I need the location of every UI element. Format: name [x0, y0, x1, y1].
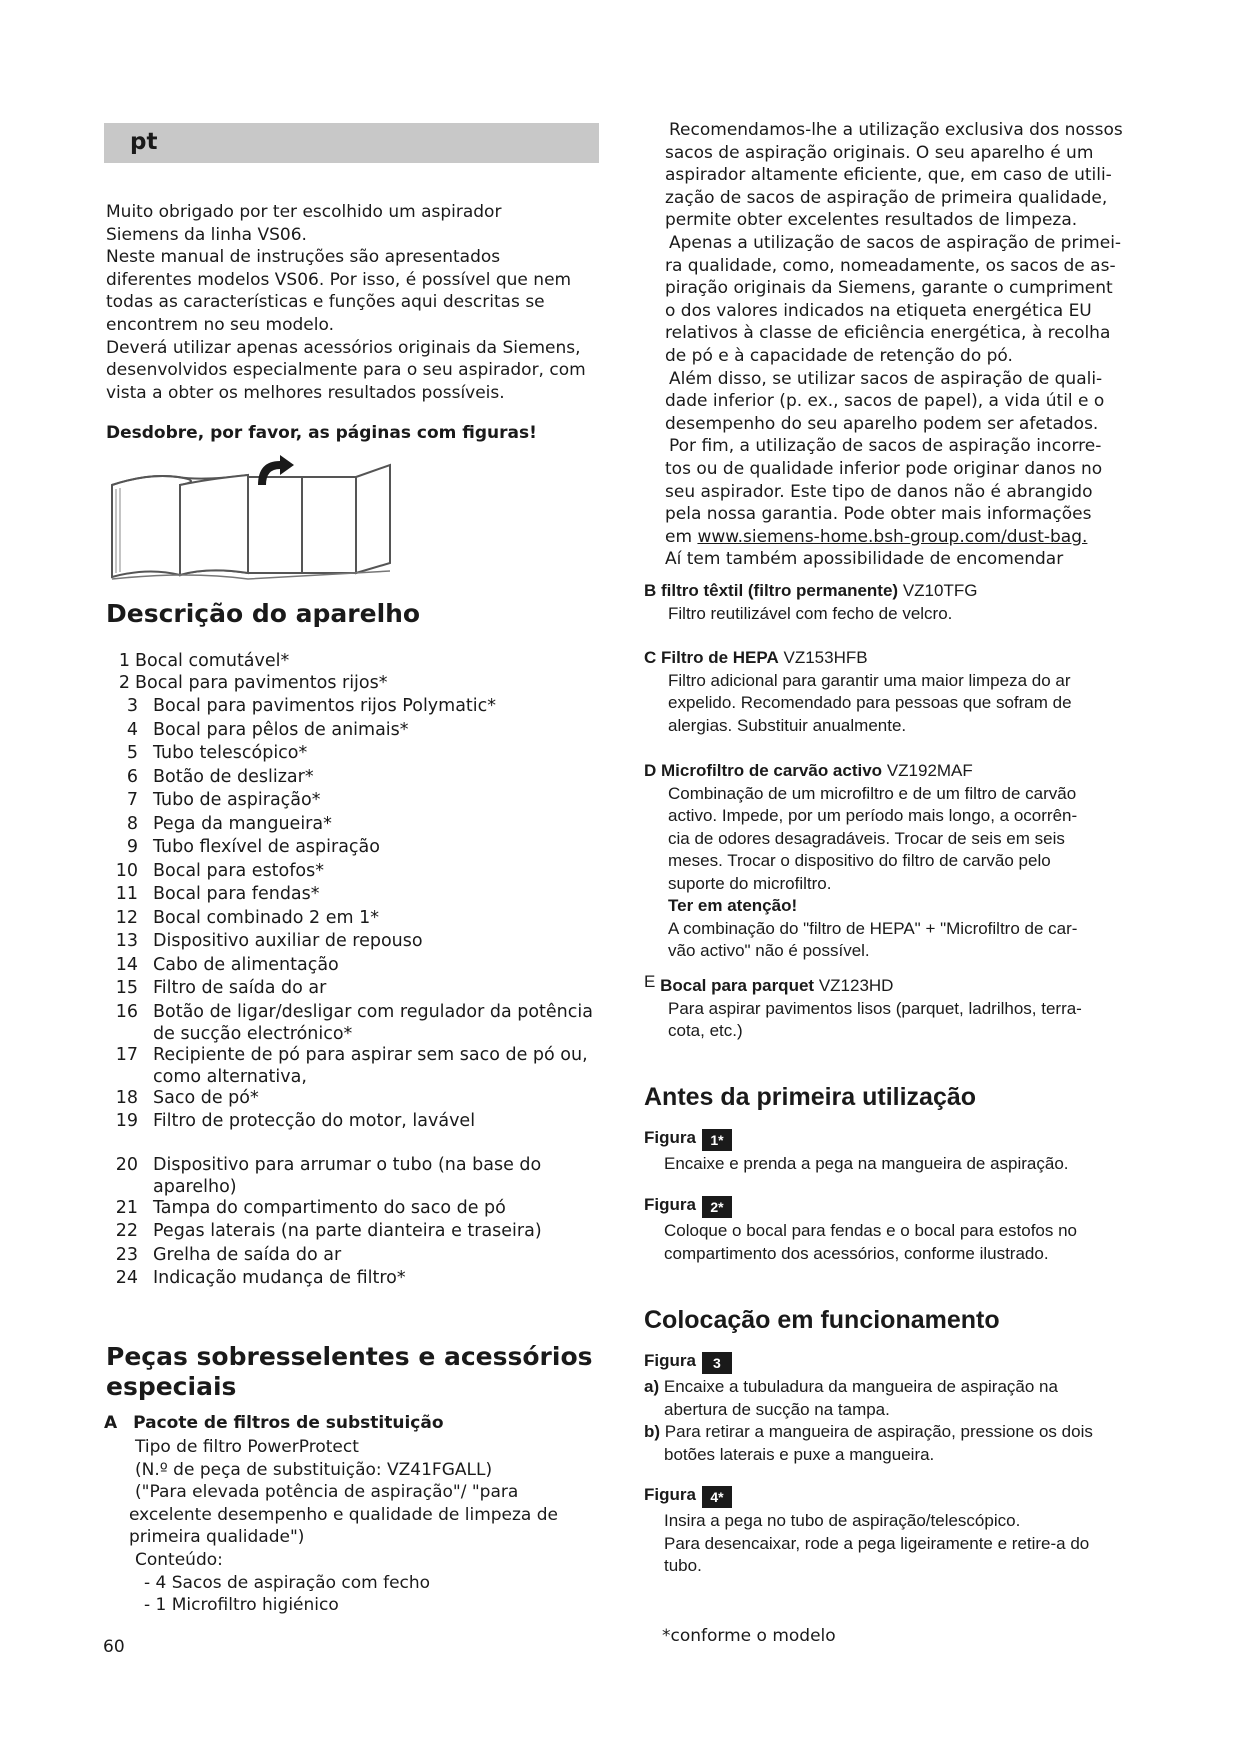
- footnote: *conforme o modelo: [662, 1626, 836, 1646]
- description-item-number: 12: [115, 908, 138, 928]
- intro-line: vista a obter os melhores resultados possíveis.: [106, 382, 505, 403]
- filter-d-desc-line: Combinação de um microfiltro e de um filtro de carvão: [668, 783, 1077, 803]
- figure-2-text-line: Coloque o bocal para fendas e o bocal para estofos no: [664, 1221, 1078, 1240]
- description-item-number: 18: [115, 1088, 138, 1108]
- description-item-text: aparelho): [153, 1177, 237, 1197]
- intro-line: Deverá utilizar apenas acessórios originais da Siemens,: [106, 337, 581, 358]
- filter-d-note-line: vão activo" não é possível.: [668, 941, 870, 960]
- description-item-number: 1: [118, 651, 130, 671]
- step-b-marker: b): [644, 1422, 661, 1441]
- intro-line: Muito obrigado por ter escolhido um aspirador: [106, 202, 502, 222]
- description-item-text: Botão de deslizar*: [153, 767, 314, 787]
- recommend-line: desempenho do seu aparelho podem ser afetados.: [665, 413, 1099, 434]
- description-item-number: 20: [115, 1155, 138, 1175]
- figure-4-text-line: Para desencaixar, rode a pega ligeiramente e retire-a do: [664, 1533, 1090, 1553]
- figure-1-text: Encaixe e prenda a pega na mangueira de aspiração.: [664, 1154, 1069, 1173]
- language-bar: [104, 123, 599, 163]
- description-item-number: 8: [126, 814, 138, 834]
- description-item-text: Cabo de alimentação: [153, 955, 339, 975]
- filter-b-label: B filtro têxtil (filtro permanente): [644, 581, 899, 600]
- figure-2-block: [644, 1194, 1144, 1265]
- figure-2-text-line: compartimento dos acessórios, conforme ilustrado.: [664, 1243, 1049, 1263]
- figure-4-text-line: tubo.: [664, 1556, 702, 1575]
- description-item-text: Bocal combinado 2 em 1*: [153, 908, 379, 928]
- recommend-line: zação de sacos de aspiração de primeira qualidade,: [665, 187, 1108, 208]
- intro-line: Siemens da linha VS06.: [106, 224, 307, 245]
- filter-c: [644, 647, 1144, 737]
- description-item-text: Bocal comutável*: [135, 651, 290, 671]
- spare-a-part: (N.º de peça de substituição: VZ41FGALL): [135, 1459, 493, 1480]
- recommend-line: aspirador altamente eficiente, que, em caso de utili-: [665, 165, 1112, 186]
- spare-a-content-item: - 4 Sacos de aspiração com fecho: [144, 1572, 431, 1593]
- description-item-number: 4: [126, 720, 138, 740]
- spare-a-title: Pacote de filtros de substituição: [133, 1413, 444, 1433]
- step-a-marker: a): [644, 1377, 660, 1396]
- filter-b: [644, 580, 1144, 625]
- spare-a-desc-line: ("Para elevada potência de aspiração"/ "para: [135, 1482, 519, 1503]
- description-item-text: Tubo flexível de aspiração: [153, 837, 380, 857]
- filter-d-desc-line: meses. Trocar o dispositivo do filtro de carvão pelo: [668, 851, 1051, 870]
- filter-e-code: VZ123HD: [818, 976, 894, 995]
- unfold-note: Desdobre, por favor, as páginas com figuras!: [106, 423, 537, 443]
- description-item-number: 5: [126, 743, 138, 763]
- description-item-number: 23: [115, 1245, 138, 1265]
- before-use-heading: Antes da primeira utilização: [644, 1083, 977, 1111]
- figure-label: Figura: [644, 1485, 696, 1504]
- filter-c-label: C Filtro de HEPA: [644, 648, 779, 667]
- intro-line: diferentes modelos VS06. Por isso, é possível que nem: [106, 269, 572, 290]
- description-item-number: 6: [126, 767, 138, 787]
- description-item-text: Dispositivo para arrumar o tubo (na base do: [153, 1155, 542, 1175]
- spare-a-desc-line: excelente desempenho e qualidade de limpeza de: [129, 1504, 559, 1525]
- description-item-number: 2: [118, 673, 130, 693]
- filter-d-note-title: Ter em atenção!: [668, 896, 798, 915]
- description-item-text: Bocal para pavimentos rijos Polymatic*: [153, 696, 497, 716]
- filter-c-desc-line: Filtro adicional para garantir uma maior limpeza do ar: [668, 670, 1071, 690]
- recommend-line: Aí tem também apossibilidade de encomendar: [665, 549, 1064, 570]
- description-item-text: de sucção electrónico*: [153, 1024, 353, 1044]
- description-item-text: Bocal para fendas*: [153, 884, 320, 904]
- figure-label: Figura: [644, 1351, 696, 1370]
- spares-heading: [106, 1342, 593, 1402]
- intro-line: Neste manual de instruções são apresentados: [106, 247, 501, 268]
- language-label: pt: [130, 129, 158, 155]
- figure-4-badge: 4*: [702, 1486, 732, 1508]
- description-item-number: 24: [115, 1268, 138, 1288]
- recommend-line: tos ou de qualidade inferior pode originar danos no: [665, 458, 1103, 479]
- description-item-number: 14: [115, 955, 138, 975]
- filter-b-code: VZ10TFG: [902, 581, 978, 600]
- filter-c-desc-line: expelido. Recomendado para pessoas que sofram de: [668, 693, 1072, 712]
- recommend-line: permite obter excelentes resultados de limpeza.: [665, 210, 1078, 231]
- intro-line: desenvolvidos especialmente para o seu aspirador, com: [106, 360, 586, 381]
- description-item-text: Grelha de saída do ar: [153, 1245, 342, 1265]
- filter-e-desc-line: Para aspirar pavimentos lisos (parquet, ladrilhos, terra-: [668, 998, 1082, 1018]
- unfold-pages-icon: [108, 455, 400, 585]
- spare-a-desc-line: primeira qualidade"): [129, 1527, 305, 1548]
- figure-label: Figura: [644, 1195, 696, 1214]
- description-item-text: Bocal para pêlos de animais*: [153, 720, 409, 740]
- filter-c-code: VZ153HFB: [783, 648, 868, 667]
- step-a-text-line: abertura de sucção na tampa.: [664, 1399, 890, 1419]
- filter-e-letter: E: [644, 972, 656, 991]
- filter-e-label: Bocal para parquet: [660, 976, 815, 995]
- description-item-text: Filtro de protecção do motor, lavável: [153, 1111, 476, 1131]
- operation-heading: Colocação em funcionamento: [644, 1306, 1000, 1334]
- description-item-number: 16: [115, 1002, 138, 1022]
- description-item-text: Tampa do compartimento do saco de pó: [153, 1198, 506, 1218]
- recommend-line: dade inferior (p. ex., sacos de papel), a vida útil e o: [665, 391, 1105, 412]
- description-item-text: Recipiente de pó para aspirar sem saco de pó ou,: [153, 1045, 588, 1065]
- spare-a-type: Tipo de filtro PowerProtect: [135, 1437, 359, 1457]
- recommend-line: sacos de aspiração originais. O seu aparelho é um: [665, 142, 1094, 163]
- description-item-text: Pega da mangueira*: [153, 814, 332, 834]
- recommend-line: Por fim, a utilização de sacos de aspiração incorre-: [669, 436, 1102, 457]
- figure-3-block: [644, 1350, 1144, 1466]
- recommend-line: seu aspirador. Este tipo de danos não é abrangido: [665, 481, 1093, 502]
- description-item-number: 13: [115, 931, 138, 951]
- recommend-link-line: [665, 526, 1145, 549]
- spare-a-title-row: [104, 1413, 444, 1433]
- step-a-text-line: Encaixe a tubuladura da mangueira de aspiração na: [663, 1377, 1058, 1396]
- description-item-text: Pegas laterais (na parte dianteira e traseira): [153, 1221, 542, 1241]
- filter-e-desc-line: cota, etc.): [668, 1021, 743, 1040]
- spare-a-content-item: - 1 Microfiltro higiénico: [144, 1595, 339, 1616]
- filter-d: [644, 760, 1144, 963]
- description-item-text: Tubo telescópico*: [153, 743, 308, 763]
- description-item-text: Bocal para pavimentos rijos*: [135, 673, 388, 693]
- recommend-line: piração originais da Siemens, garante o cumpriment: [665, 278, 1113, 299]
- intro-line: encontrem no seu modelo.: [106, 314, 334, 335]
- description-item-number: 15: [115, 978, 138, 998]
- recommend-line: o dos valores indicados na etiqueta energética EU: [665, 300, 1092, 321]
- description-item-number: 21: [115, 1198, 138, 1218]
- page-number: 60: [103, 1637, 125, 1657]
- description-item-number: 9: [126, 837, 138, 857]
- figure-4-text-line: Insira a pega no tubo de aspiração/telescópico.: [664, 1511, 1021, 1530]
- recommend-line: de pó e à capacidade de retenção do pó.: [665, 345, 1013, 366]
- step-b-text-line: botões laterais e puxe a mangueira.: [664, 1444, 935, 1464]
- spare-a-details: [129, 1436, 609, 1617]
- figure-4-block: [644, 1484, 1144, 1578]
- spares-heading-line: especiais: [106, 1372, 237, 1401]
- description-item-text: Tubo de aspiração*: [153, 790, 321, 810]
- description-item-text: Dispositivo auxiliar de repouso: [153, 931, 423, 951]
- description-item-number: 3: [126, 696, 138, 716]
- filter-d-desc-line: cia de odores desagradáveis. Trocar de seis em seis: [668, 828, 1065, 848]
- figure-label: Figura: [644, 1128, 696, 1147]
- figure-1-block: [644, 1127, 1144, 1176]
- description-item-text: Filtro de saída do ar: [153, 978, 327, 998]
- recommend-line: Além disso, se utilizar sacos de aspiração de quali-: [669, 368, 1103, 389]
- filter-d-label: D Microfiltro de carvão activo: [644, 761, 883, 780]
- figure-3-badge: 3: [702, 1352, 732, 1374]
- figure-2-badge: 2*: [702, 1196, 732, 1218]
- description-item-number: 7: [126, 790, 138, 810]
- recommend-line: ra qualidade, como, nomeadamente, os sacos de as-: [665, 255, 1116, 276]
- recommend-line: Recomendamos-lhe a utilização exclusiva dos nossos: [669, 120, 1123, 140]
- spares-heading-line: Peças sobresselentes e acessórios: [106, 1342, 593, 1371]
- description-item-text: Botão de ligar/desligar com regulador da potência: [153, 1002, 593, 1022]
- description-item-number: 11: [115, 884, 138, 904]
- description-heading: Descrição do aparelho: [106, 599, 421, 628]
- description-item-number: 19: [115, 1111, 138, 1131]
- description-item-text: Indicação mudança de filtro*: [153, 1268, 406, 1288]
- intro-line: todas as características e funções aqui descritas se: [106, 292, 545, 313]
- description-item-number: 22: [115, 1221, 138, 1241]
- description-item-number: 17: [115, 1045, 138, 1065]
- recommend-line: pela nossa garantia. Pode obter mais informações: [665, 504, 1092, 525]
- step-b-text-line: Para retirar a mangueira de aspiração, pressione os dois: [664, 1422, 1093, 1441]
- recommend-line: relativos à classe de eficiência energética, à recolha: [665, 323, 1111, 344]
- dust-bag-link[interactable]: www.siemens-home.bsh-group.com/dust-bag.: [697, 526, 1088, 547]
- filter-d-note-line: A combinação do "filtro de HEPA" + "Microfiltro de car-: [668, 918, 1078, 938]
- recommend-line: Apenas a utilização de sacos de aspiração de primei-: [669, 232, 1122, 253]
- filter-d-desc-line: suporte do microfiltro.: [668, 873, 832, 893]
- intro-paragraph: [106, 201, 606, 404]
- description-item-number: 10: [115, 861, 138, 881]
- spare-a-letter: A: [104, 1413, 118, 1433]
- recommendation-paragraph: [665, 119, 1145, 571]
- description-item-text: Bocal para estofos*: [153, 861, 324, 881]
- filter-d-code: VZ192MAF: [886, 761, 973, 780]
- filter-c-desc-line: alergias. Substituir anualmente.: [668, 715, 907, 735]
- filter-b-desc: Filtro reutilizável com fecho de velcro.: [668, 603, 953, 623]
- filter-e: [644, 972, 1144, 1043]
- figure-1-badge: 1*: [702, 1129, 732, 1151]
- spare-a-contents-label: Conteúdo:: [135, 1549, 223, 1570]
- description-list: [108, 650, 628, 1300]
- description-item-text: Saco de pó*: [153, 1088, 259, 1108]
- description-item-text: como alternativa,: [153, 1067, 307, 1087]
- filter-d-desc-line: activo. Impede, por um período mais longo, a ocorrên-: [668, 806, 1078, 825]
- recommend-link-prefix: em: [665, 526, 698, 547]
